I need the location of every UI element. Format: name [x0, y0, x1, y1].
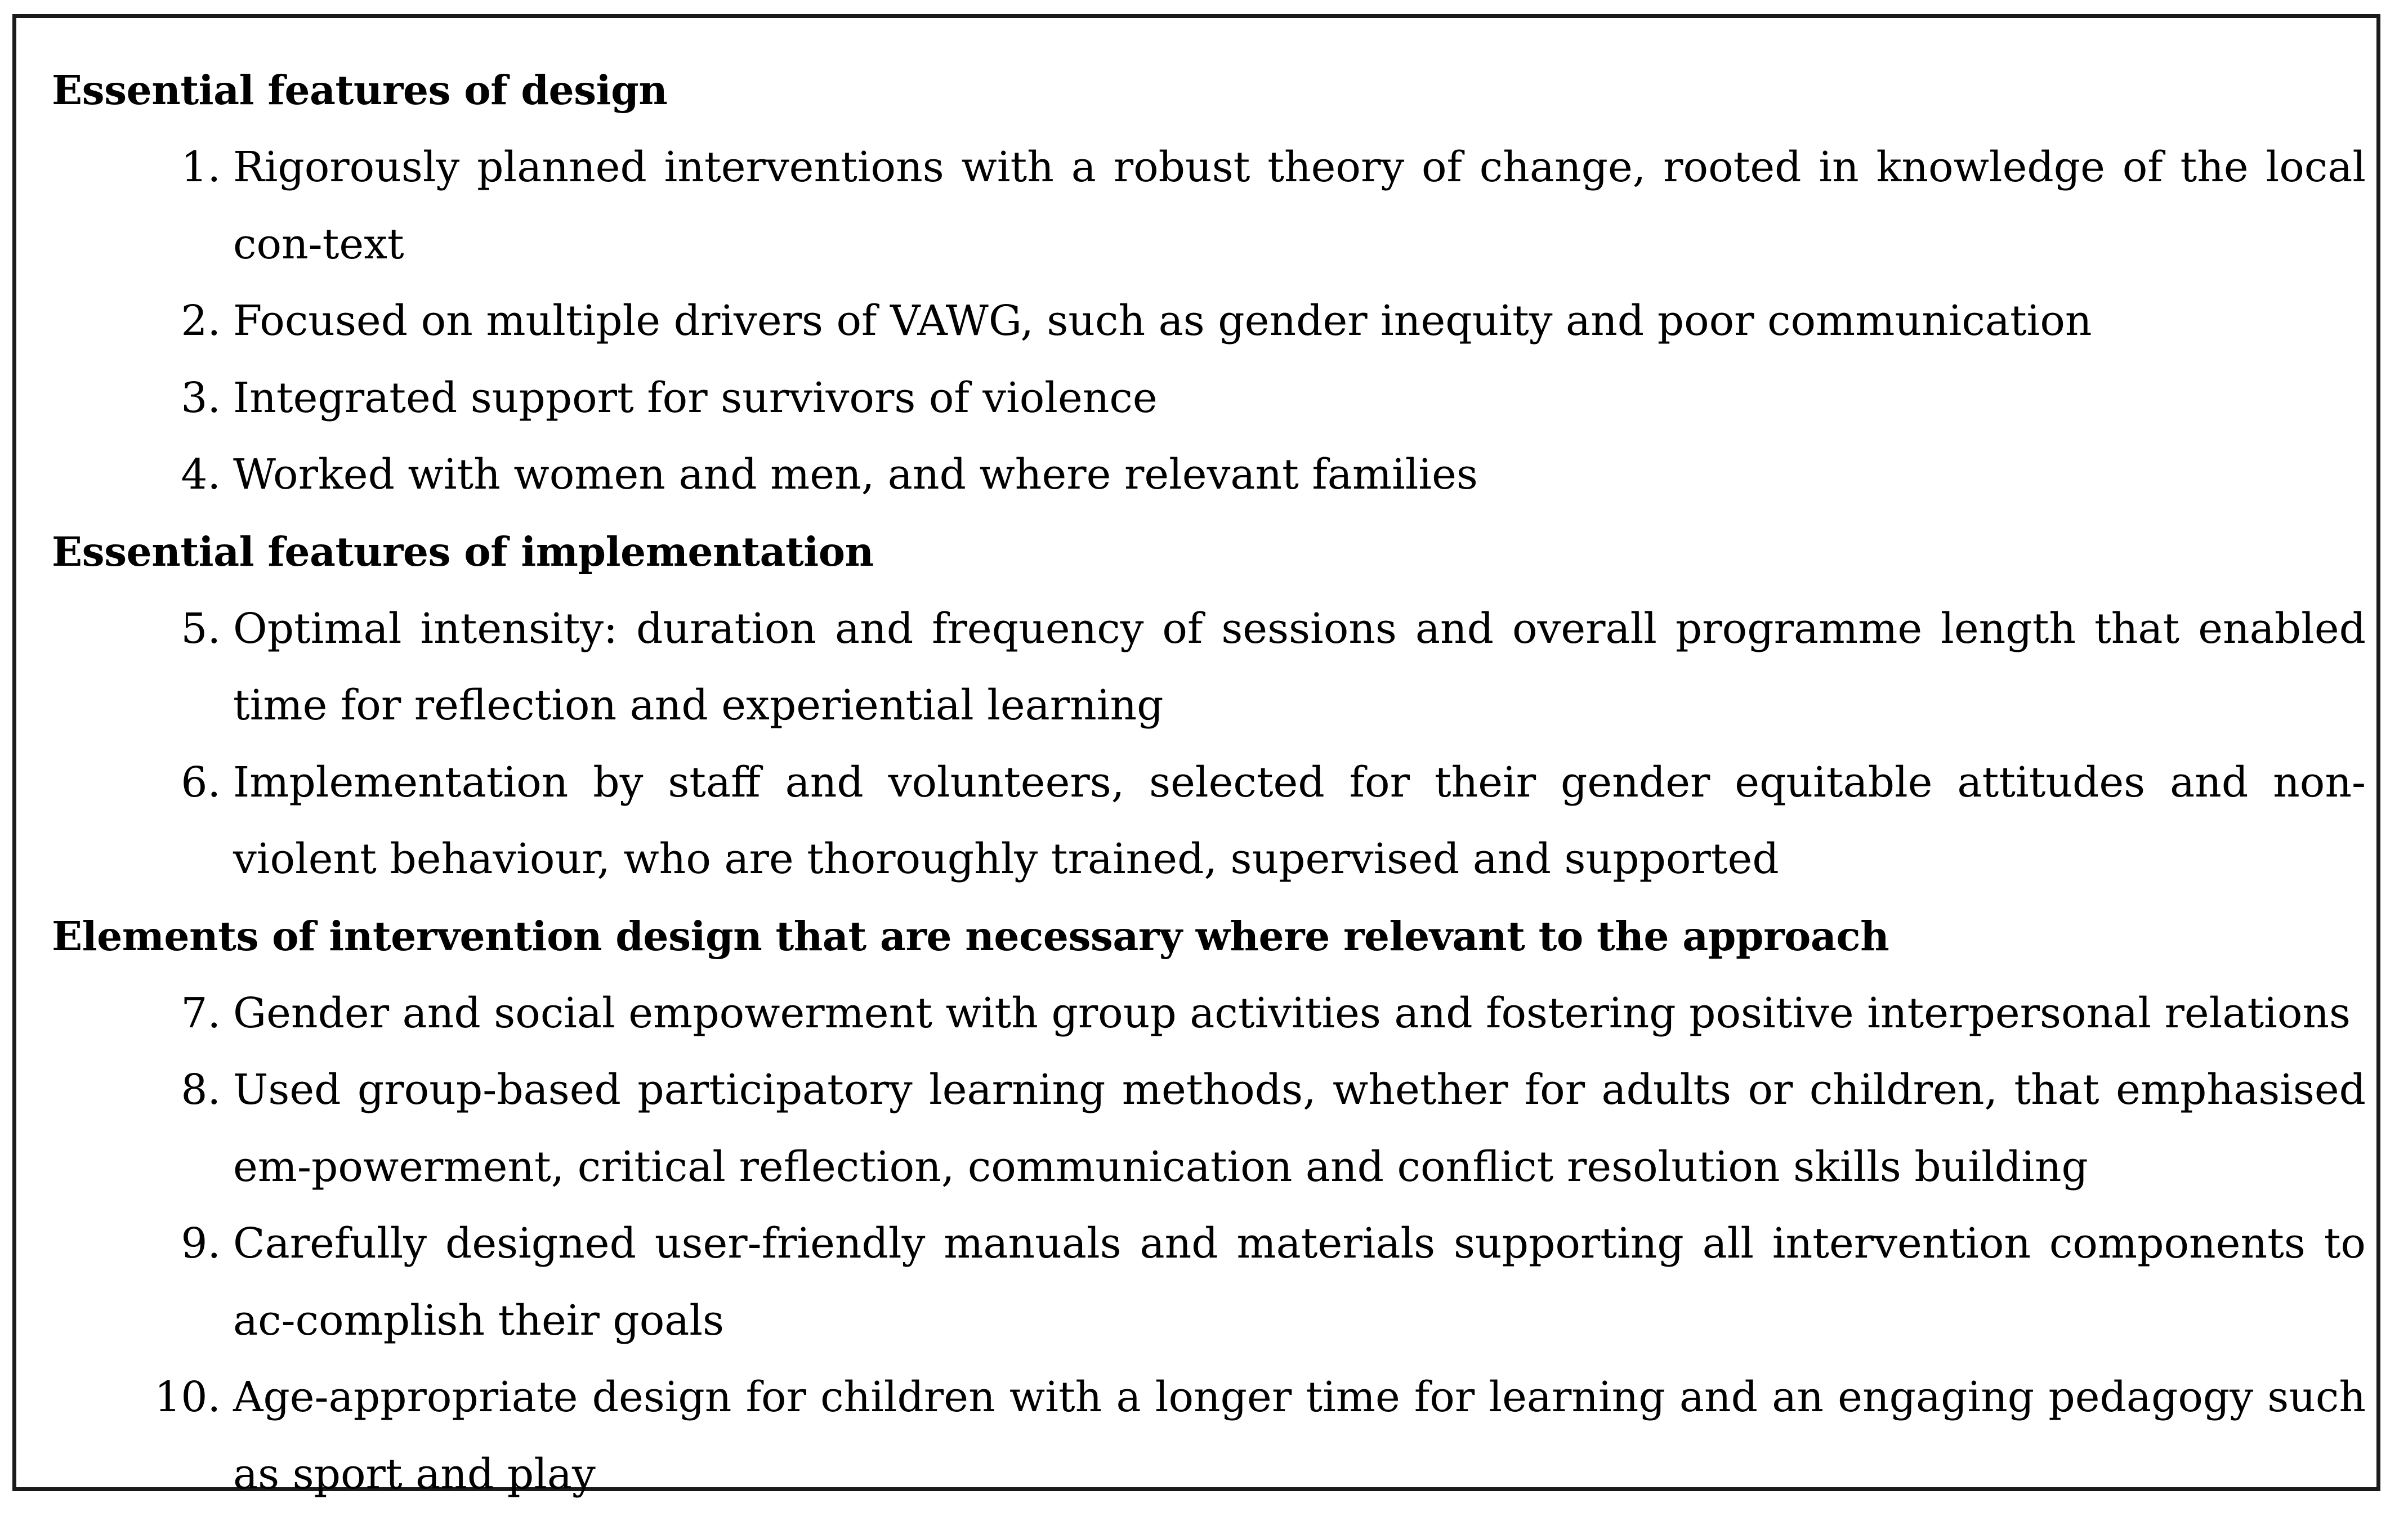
list-item — [52, 436, 2366, 513]
item-number: 7. — [181, 988, 221, 1037]
item-text: Gender and social empowerment with group activities and fostering positive interpersonal relations — [233, 988, 2351, 1037]
section-heading-intervention-design: Elements of intervention design that are necessary where relevant to the approach — [52, 912, 1889, 960]
item-text: Used group-based participatory learning methods, whether for adults or children, that emphasised em-powerment, critical reflection, communication and conflict resolution skills building — [233, 1066, 2366, 1191]
list-item — [52, 590, 2366, 744]
list-item — [52, 1205, 2366, 1359]
item-number: 4. — [181, 450, 221, 499]
list-item — [52, 1359, 2366, 1513]
list-item — [52, 360, 2366, 437]
item-number: 3. — [181, 373, 221, 422]
item-text: Worked with women and men, and where relevant families — [233, 450, 1478, 499]
list-item — [52, 744, 2366, 898]
item-number: 1. — [181, 143, 221, 191]
list-item — [52, 129, 2366, 283]
item-text: Implementation by staff and volunteers, selected for their gender equitable attitudes and non-violent behaviour, who are thoroughly trained, supervised and supported — [233, 758, 2366, 883]
item-text: Focused on multiple drivers of VAWG, such as gender inequity and poor communication — [233, 297, 2092, 345]
section-heading-implementation: Essential features of implementation — [52, 527, 874, 575]
item-text: Rigorously planned interventions with a robust theory of change, rooted in knowledge of the local con-text — [233, 143, 2366, 269]
box-content — [52, 52, 2366, 1513]
item-text: Age-appropriate design for children with a longer time for learning and an engaging pedagogy such as sport and play — [233, 1373, 2366, 1498]
table-box-border — [12, 14, 2380, 1498]
list-item — [52, 1052, 2366, 1205]
item-number: 8. — [181, 1066, 221, 1114]
list-item — [52, 975, 2366, 1052]
item-text: Integrated support for survivors of violence — [233, 373, 1158, 422]
item-number: 2. — [181, 297, 221, 345]
item-number: 9. — [181, 1219, 221, 1268]
item-number: 10. — [154, 1373, 221, 1421]
section-heading-design: Essential features of design — [52, 66, 668, 114]
item-number: 5. — [181, 604, 221, 653]
list-item — [52, 283, 2366, 360]
item-text: Optimal intensity: duration and frequency of sessions and overall programme length that enabled time for reflection and experiential learning — [233, 604, 2366, 730]
item-text: Carefully designed user-friendly manuals and materials supporting all intervention components to ac-complish their goals — [233, 1219, 2366, 1345]
item-number: 6. — [181, 758, 221, 807]
